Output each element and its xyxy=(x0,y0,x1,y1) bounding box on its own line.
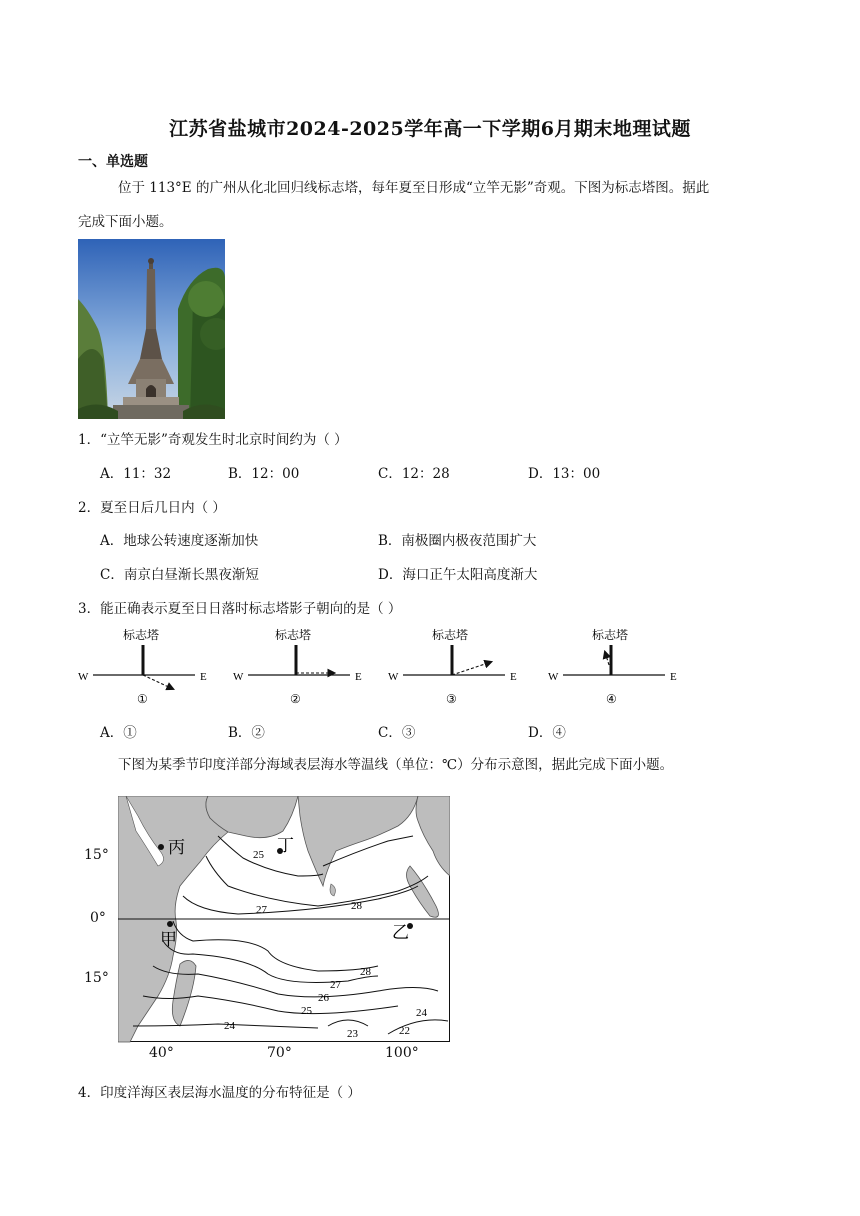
diagram-3-tower-label: 标志塔 xyxy=(432,628,469,642)
place-ding: 丁 xyxy=(277,836,294,855)
question-3-option-d[interactable]: D．④ xyxy=(528,725,566,741)
paper-title: 江苏省盐城市2024-2025学年高一下学期6月期末地理试题 xyxy=(169,118,691,140)
diagram-1-west-label: W xyxy=(78,671,89,683)
isotherm-label-25: 25 xyxy=(253,849,264,861)
isotherm-label-27-north: 27 xyxy=(256,904,267,916)
question-2-option-d[interactable]: D．海口正午太阳高度渐大 xyxy=(378,567,538,583)
diagram-4-number: ④ xyxy=(606,692,617,706)
isotherm-label-28-south: 28 xyxy=(360,966,371,978)
lon-label-40: 40° xyxy=(149,1045,174,1061)
question-1-option-d[interactable]: D．13：00 xyxy=(528,466,601,482)
isotherm-label-24-west: 24 xyxy=(224,1020,235,1032)
section-heading: 一、单选题 xyxy=(78,154,148,170)
intro-paragraph-1-line-1: 位于 113°E 的广州从化北回归线标志塔，每年夏至日形成“立竿无影”奇观。下图为标志塔图。据此 xyxy=(118,180,710,196)
diagram-4-tower-label: 标志塔 xyxy=(592,628,629,642)
shadow-diagram-1 xyxy=(75,625,225,710)
isotherm-map xyxy=(118,796,450,1048)
diagram-2-west-label: W xyxy=(233,671,244,683)
question-4-stem: 4．印度洋海区表层海水温度的分布特征是（ ） xyxy=(78,1085,361,1101)
lat-label-15n: 15° xyxy=(84,847,109,863)
lat-label-15s: 15° xyxy=(84,970,109,986)
isotherm-label-26: 26 xyxy=(318,992,329,1004)
diagram-1-tower-label: 标志塔 xyxy=(123,628,160,642)
place-yi: 乙 xyxy=(392,923,409,942)
isotherm-label-24-east: 24 xyxy=(416,1007,427,1019)
diagram-2-tower-label: 标志塔 xyxy=(275,628,312,642)
diagram-3-east-label: E xyxy=(510,671,517,683)
question-1-option-c[interactable]: C．12：28 xyxy=(378,466,450,482)
shadow-diagram-2 xyxy=(230,625,380,710)
lon-label-100: 100° xyxy=(385,1045,419,1061)
question-1-stem: 1．“立竿无影”奇观发生时北京时间约为（ ） xyxy=(78,432,348,448)
lat-label-0: 0° xyxy=(90,910,106,926)
diagram-4-west-label: W xyxy=(548,671,559,683)
question-2-option-b[interactable]: B．南极圈内极夜范围扩大 xyxy=(378,533,537,549)
diagram-1-east-label: E xyxy=(200,671,207,683)
isotherm-label-28-north: 28 xyxy=(351,900,362,912)
diagram-3-number: ③ xyxy=(446,692,457,706)
isotherm-label-25-south: 25 xyxy=(301,1005,312,1017)
diagram-3-west-label: W xyxy=(388,671,399,683)
intro-paragraph-2: 下图为某季节印度洋部分海域表层海水等温线（单位：℃）分布示意图，据此完成下面小题。 xyxy=(118,757,674,773)
tower-photo xyxy=(78,239,225,419)
place-bing: 丙 xyxy=(168,838,185,857)
question-2-option-c[interactable]: C．南京白昼渐长黑夜渐短 xyxy=(100,567,259,583)
isotherm-label-27-south: 27 xyxy=(330,979,341,991)
question-1-option-a[interactable]: A．11：32 xyxy=(100,466,172,482)
question-3-option-a[interactable]: A．① xyxy=(100,725,137,741)
diagram-2-east-label: E xyxy=(355,671,362,683)
isotherm-label-22: 22 xyxy=(399,1025,410,1037)
question-2-stem: 2．夏至日后几日内（ ） xyxy=(78,500,226,516)
diagram-1-number: ① xyxy=(137,692,148,706)
question-1-option-b[interactable]: B．12：00 xyxy=(228,466,300,482)
question-3-option-b[interactable]: B．② xyxy=(228,725,265,741)
shadow-diagram-3 xyxy=(385,625,535,710)
diagram-4-east-label: E xyxy=(670,671,677,683)
question-2-option-a[interactable]: A．地球公转速度逐渐加快 xyxy=(100,533,259,549)
place-jia: 甲 xyxy=(160,930,177,949)
diagram-2-number: ② xyxy=(290,692,301,706)
shadow-diagram-4 xyxy=(545,625,695,710)
question-3-stem: 3．能正确表示夏至日日落时标志塔影子朝向的是（ ） xyxy=(78,601,402,617)
question-3-option-c[interactable]: C．③ xyxy=(378,725,416,741)
lon-label-70: 70° xyxy=(267,1045,292,1061)
isotherm-label-23: 23 xyxy=(347,1028,358,1040)
intro-paragraph-1-line-2: 完成下面小题。 xyxy=(78,214,173,230)
